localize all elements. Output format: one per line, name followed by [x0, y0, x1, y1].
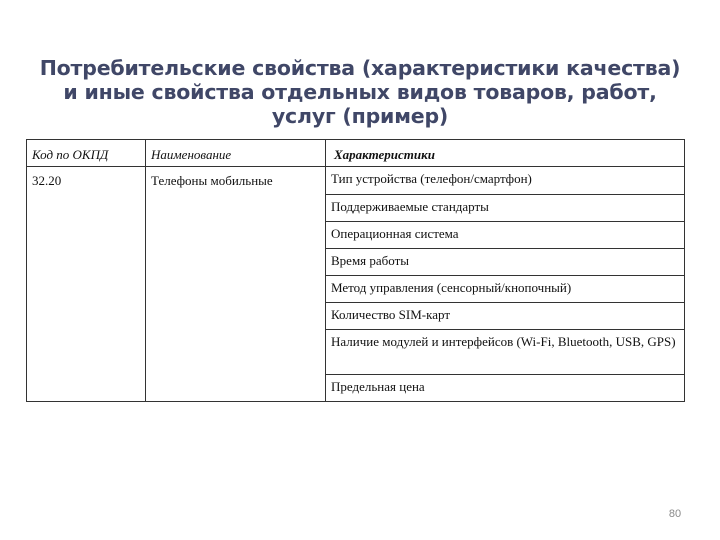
- header-characteristics: Характеристики: [326, 140, 685, 167]
- okpd-code-cell: 32.20: [27, 167, 146, 402]
- slide-title-line-2: и иные свойства отдельных видов товаров, работ,: [63, 80, 657, 104]
- characteristic-max-price: Предельная цена: [326, 375, 685, 402]
- header-okpd-code: Код по ОКПД: [27, 140, 146, 167]
- slide-title: [20, 56, 700, 128]
- table-header-row: [27, 140, 685, 167]
- characteristic-os: Операционная система: [326, 222, 685, 249]
- product-name-cell: Телефоны мобильные: [146, 167, 326, 402]
- characteristic-modules-interfaces: Наличие модулей и интерфейсов (Wi-Fi, Bluetooth, USB, GPS): [326, 330, 685, 375]
- characteristic-control-method: Метод управления (сенсорный/кнопочный): [326, 276, 685, 303]
- slide-title-line-3: услуг (пример): [271, 104, 449, 128]
- characteristic-standards: Поддерживаемые стандарты: [326, 195, 685, 222]
- page-number: 80: [668, 508, 682, 520]
- table-row: [27, 167, 685, 195]
- header-name: Наименование: [146, 140, 326, 167]
- characteristic-device-type: Тип устройства (телефон/смартфон): [326, 167, 685, 195]
- characteristic-sim-count: Количество SIM-карт: [326, 303, 685, 330]
- properties-table: [26, 139, 685, 402]
- slide-title-line-1: Потребительские свойства (характеристики качества): [39, 56, 681, 80]
- characteristic-battery-time: Время работы: [326, 249, 685, 276]
